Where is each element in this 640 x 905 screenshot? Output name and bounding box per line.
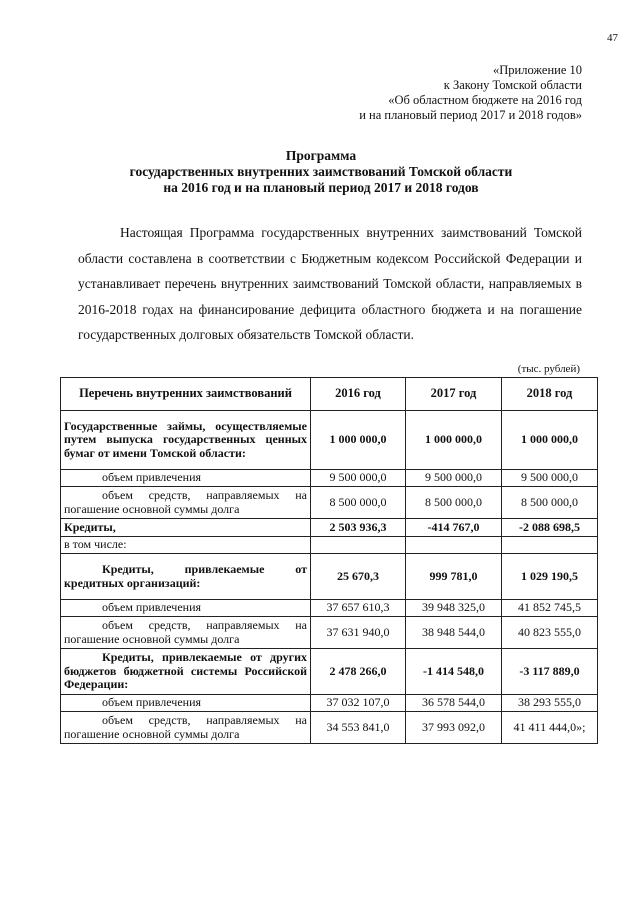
appendix-line: к Закону Томской области bbox=[443, 78, 582, 92]
cell-2016: 1 000 000,0 bbox=[311, 411, 406, 470]
table-row bbox=[61, 487, 598, 519]
row-label: объем привлечения bbox=[61, 600, 311, 617]
cell-2016: 2 503 936,3 bbox=[311, 519, 406, 537]
cell-2016: 34 553 841,0 bbox=[311, 712, 406, 744]
cell-2016: 37 657 610,3 bbox=[311, 600, 406, 617]
intro-paragraph: Настоящая Программа государственных внутренних заимствований Томской области составлена в соответствии с Бюджетным кодексом Российской Федерации и устанавливает перечень внутренних заимствований Томской области, направляемых в 2016-2018 годах на финансирование дефицита областного бюджета и на погашение государственных долговых обязательств Томской области. bbox=[78, 225, 582, 342]
borrowings-table bbox=[60, 377, 598, 744]
cell-2017: 39 948 325,0 bbox=[406, 600, 502, 617]
table-header-row bbox=[61, 378, 598, 411]
table-row bbox=[61, 600, 598, 617]
table-row bbox=[61, 712, 598, 744]
header-borrowings: Перечень внутренних заимствований bbox=[61, 378, 311, 411]
cell-2018: 1 029 190,5 bbox=[502, 554, 598, 600]
cell-2018: -3 117 889,0 bbox=[502, 649, 598, 695]
unit-label: (тыс. рублей) bbox=[517, 363, 580, 375]
cell-2018: 38 293 555,0 bbox=[502, 695, 598, 712]
appendix-reference bbox=[252, 63, 582, 123]
cell-2018: 8 500 000,0 bbox=[502, 487, 598, 519]
row-label: объем привлечения bbox=[61, 470, 311, 487]
row-label: объем средств, направляемых на погашение основной суммы долга bbox=[61, 712, 311, 744]
row-label: Кредиты, bbox=[61, 519, 311, 537]
cell-2017: 999 781,0 bbox=[406, 554, 502, 600]
table-row bbox=[61, 554, 598, 600]
table-row bbox=[61, 519, 598, 537]
appendix-line: «Об областном бюджете на 2016 год bbox=[388, 93, 582, 107]
cell-2017: 38 948 544,0 bbox=[406, 617, 502, 649]
cell-2016: 9 500 000,0 bbox=[311, 470, 406, 487]
cell-2017 bbox=[406, 537, 502, 554]
table-row bbox=[61, 411, 598, 470]
appendix-line: и на плановый период 2017 и 2018 годов» bbox=[359, 108, 582, 122]
row-label: Кредиты, привлекаемые от кредитных организаций: bbox=[61, 554, 311, 600]
cell-2017: 36 578 544,0 bbox=[406, 695, 502, 712]
row-label: объем средств, направляемых на погашение основной суммы долга bbox=[61, 617, 311, 649]
cell-2016: 2 478 266,0 bbox=[311, 649, 406, 695]
table-row bbox=[61, 695, 598, 712]
cell-2018 bbox=[502, 537, 598, 554]
row-label: объем средств, направляемых на погашение основной суммы долга bbox=[61, 487, 311, 519]
cell-2017: 1 000 000,0 bbox=[406, 411, 502, 470]
cell-2017: 9 500 000,0 bbox=[406, 470, 502, 487]
table-row bbox=[61, 470, 598, 487]
cell-2018: 41 852 745,5 bbox=[502, 600, 598, 617]
cell-2016: 37 631 940,0 bbox=[311, 617, 406, 649]
header-2018: 2018 год bbox=[502, 378, 598, 411]
title-line: государственных внутренних заимствований Томской области bbox=[129, 164, 513, 179]
title-line: Программа bbox=[285, 148, 357, 163]
document-title bbox=[60, 148, 582, 196]
cell-2017: -414 767,0 bbox=[406, 519, 502, 537]
row-label: Кредиты, привлекаемые от других бюджетов бюджетной системы Российской Федерации: bbox=[61, 649, 311, 695]
cell-2018: 1 000 000,0 bbox=[502, 411, 598, 470]
cell-2018: -2 088 698,5 bbox=[502, 519, 598, 537]
cell-2017: -1 414 548,0 bbox=[406, 649, 502, 695]
cell-2018: 40 823 555,0 bbox=[502, 617, 598, 649]
cell-2017: 37 993 092,0 bbox=[406, 712, 502, 744]
cell-2016: 8 500 000,0 bbox=[311, 487, 406, 519]
cell-2018: 9 500 000,0 bbox=[502, 470, 598, 487]
cell-2018: 41 411 444,0»; bbox=[502, 712, 598, 744]
header-2017: 2017 год bbox=[406, 378, 502, 411]
table-row bbox=[61, 617, 598, 649]
cell-2016: 37 032 107,0 bbox=[311, 695, 406, 712]
cell-2017: 8 500 000,0 bbox=[406, 487, 502, 519]
row-label: объем привлечения bbox=[61, 695, 311, 712]
table-row bbox=[61, 649, 598, 695]
page-number: 47 bbox=[607, 32, 618, 44]
table-row bbox=[61, 537, 598, 554]
cell-2016 bbox=[311, 537, 406, 554]
header-2016: 2016 год bbox=[311, 378, 406, 411]
title-line: на 2016 год и на плановый период 2017 и 2018 годов bbox=[163, 180, 479, 195]
cell-2016: 25 670,3 bbox=[311, 554, 406, 600]
row-label: в том числе: bbox=[61, 537, 311, 554]
appendix-line: «Приложение 10 bbox=[493, 63, 582, 77]
row-label: Государственные займы, осуществляемые путем выпуска государственных ценных бумаг от имени Томской области: bbox=[61, 411, 311, 470]
